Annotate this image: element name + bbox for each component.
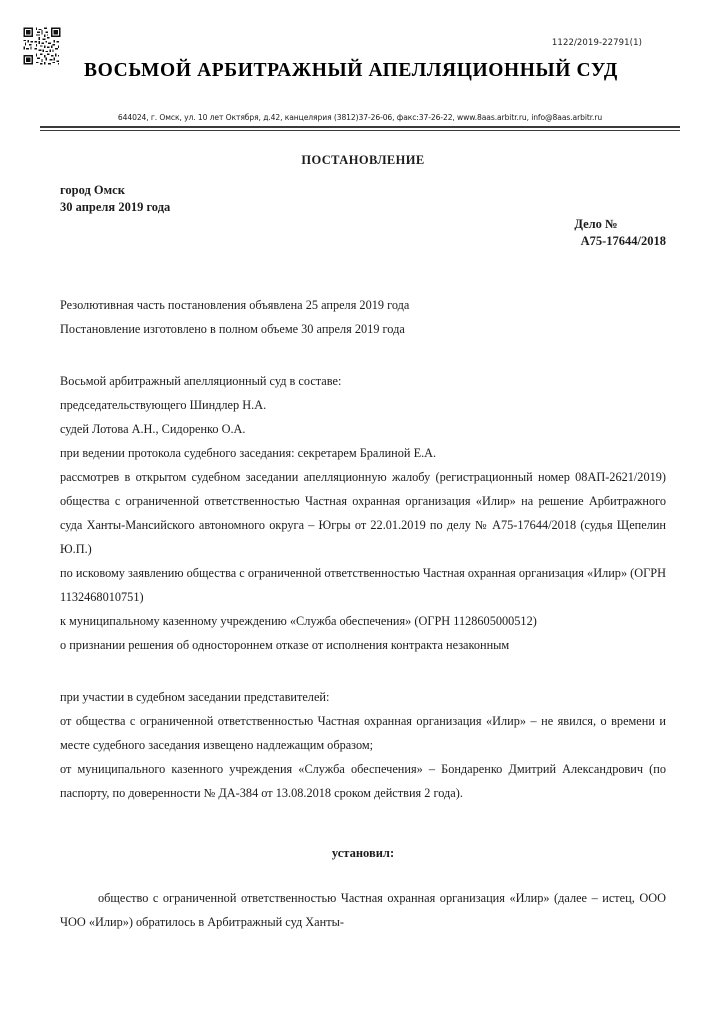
secretary-line: при ведении протокола судебного заседания: секретарем Бралиной Е.А. <box>60 446 437 461</box>
resolution-block <box>60 294 666 342</box>
defendant-paragraph: к муниципальному казенному учреждению «Служба обеспечения» (ОГРН 1128605000512) <box>60 614 537 628</box>
composition-block <box>60 370 666 466</box>
participants-intro: при участии в судебном заседании представителей: <box>60 689 330 704</box>
subject-paragraph: о признании решения об одностороннем отказе от исполнения контракта незаконным <box>60 637 510 652</box>
final-paragraph: общество с ограниченной ответственностью Частная охранная организация «Илир» (далее – истец, ООО ЧОО «Илир») обратилось в Арбитражный суд Ханты- <box>60 890 666 929</box>
presiding-judge: председательствующего Шиндлер Н.А. <box>60 398 267 413</box>
resolution-full-text-line: Постановление изготовлено в полном объеме 30 апреля 2019 года <box>60 322 405 337</box>
header-divider <box>40 126 680 131</box>
document-body <box>0 153 720 935</box>
page-title: ПОСТАНОВЛЕНИЕ <box>301 153 425 167</box>
document-number: 1122/2019-22791(1) <box>551 38 642 48</box>
participant-plaintiff: от общества с ограниченной ответственностью Частная охранная организация «Илир» – не явился, о времени и месте судебного заседания извещено надлежащим образом; <box>60 713 666 752</box>
case-reference <box>543 199 666 267</box>
case-number: А75-17644/2018 <box>580 233 666 248</box>
participants-block <box>60 686 666 806</box>
court-contacts: 644024, г. Омск, ул. 10 лет Октября, д.42, канцелярия (3812)37-26-06, факс:37-26-22, www.8aas.arbitr.ru, info@8aas.arbitr.ru <box>117 113 603 122</box>
ustanovil-heading: установил: <box>331 845 395 860</box>
claim-paragraph: по исковому заявлению общества с ограниченной ответственностью Частная охранная организация «Илир» (ОГРН 1132468010751) <box>60 566 666 605</box>
qr-code-icon <box>22 26 62 66</box>
document-header <box>0 0 720 96</box>
participant-defendant: от муниципального казенного учреждения «Служба обеспечения» – Бондаренко Дмитрий Александрович (по паспорту, по доверенности № ДА-384 от 13.08.2018 сроком действия 2 года). <box>60 761 666 800</box>
composition-intro: Восьмой арбитражный апелляционный суд в составе: <box>60 374 342 389</box>
appeal-paragraph: рассмотрев в открытом судебном заседании апелляционную жалобу (регистрационный номер 08АП-2621/2019) общества с ограниченной ответственностью Частная охранная организация «Илир» на решение Арбитражного суда Ханты-Мансийского автономного округа – Югры от 22.01.2019 по делу № А75-17644/2018 (судья Щепелин Ю.П.) <box>60 470 666 557</box>
case-label: Дело № <box>574 216 618 231</box>
place-text: город Омск <box>60 183 125 197</box>
court-name: ВОСЬМОЙ АРБИТРАЖНЫЙ АПЕЛЛЯЦИОННЫЙ СУД <box>84 60 618 81</box>
judges-list: судей Лотова А.Н., Сидоренко О.А. <box>60 422 246 437</box>
date-text: 30 апреля 2019 года <box>60 199 171 214</box>
resolution-announced-line: Резолютивная часть постановления объявлена 25 апреля 2019 года <box>60 298 410 313</box>
place-date-block <box>60 182 666 266</box>
